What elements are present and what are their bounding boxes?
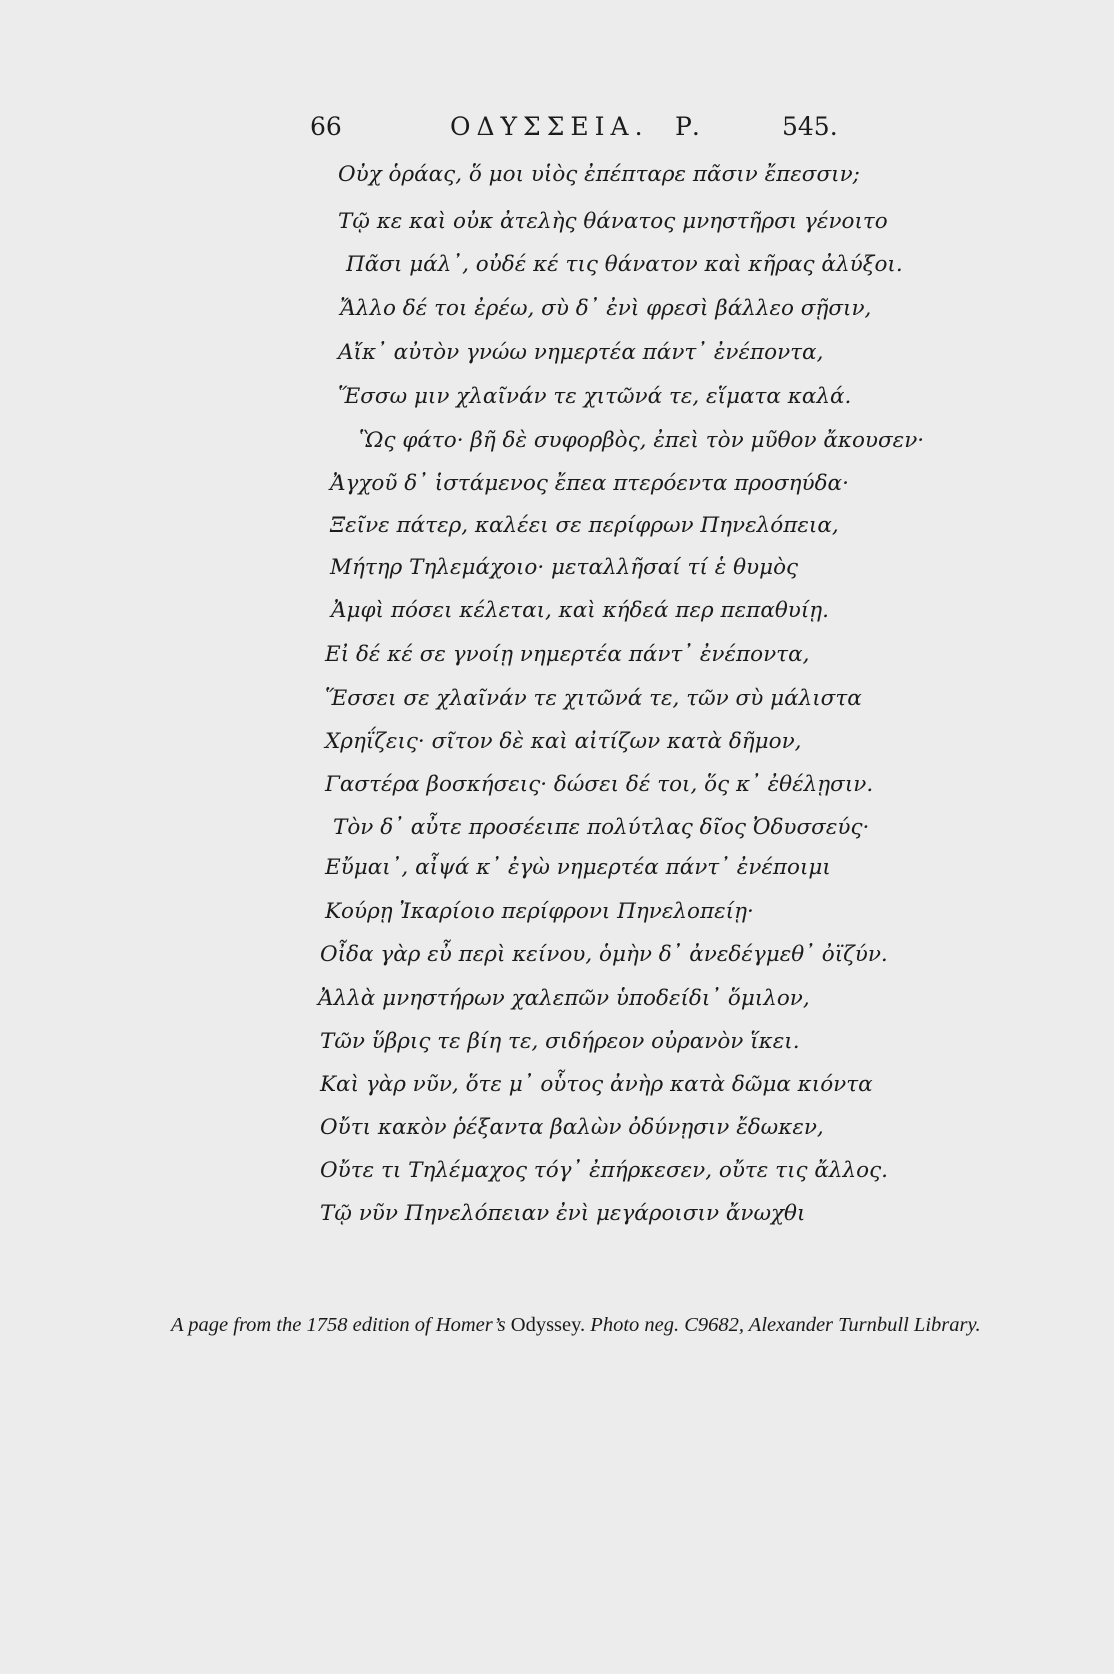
verse-line: Χρηΐζεις· σῖτον δὲ καὶ αἰτίζων κατὰ δῆμον,	[325, 729, 802, 754]
verse-line: Ἕσσει σε χλαῖνάν τε χιτῶνά τε, τῶν σὺ μάλιστα	[325, 686, 862, 711]
verse-line: Ἀλλὰ μνηστήρων χαλεπῶν ὑποδείδι᾽ ὅμιλον,	[318, 986, 810, 1011]
verse-line: Οὔτι κακὸν ῥέξαντα βαλὼν ὀδύνῃσιν ἔδωκεν,	[320, 1115, 824, 1140]
verse-line: Καὶ γὰρ νῦν, ὅτε μ᾽ οὗτος ἀνὴρ κατὰ δῶμα κιόντα	[320, 1072, 873, 1097]
caption-book-title: Odyssey.	[505, 1314, 591, 1336]
running-title: ΟΔΥΣΣΕΙΑ.	[450, 112, 649, 141]
verse-line: Κούρῃ Ἰκαρίοιο περίφρονι Πηνελοπείῃ·	[325, 899, 754, 924]
book-letter: Ρ.	[675, 112, 700, 141]
verse-line: Οὔτε τι Τηλέμαχος τόγ᾽ ἐπήρκεσεν, οὔτε τις ἄλλος.	[320, 1158, 888, 1183]
verse-line: Ἀμφὶ πόσει κέλεται, καὶ κήδεά περ πεπαθυίῃ.	[331, 598, 829, 623]
verse-line: Τῷ κε καὶ οὐκ ἀτελὴς θάνατος μνηστῆρσι γένοιτο	[338, 209, 888, 234]
verse-line: Μήτηρ Τηλεμάχοιο· μεταλλῆσαί τί ἑ θυμὸς	[330, 555, 799, 580]
caption-italic-part: A page from the 1758 edition of Homer’s	[171, 1314, 506, 1336]
verse-line: Εἰ δέ κέ σε γνοίῃ νημερτέα πάντ᾽ ἐνέποντα,	[325, 642, 810, 667]
verse-line: Πᾶσι μάλ᾽, οὐδέ κέ τις θάνατον καὶ κῆρας ἀλύξοι.	[346, 252, 903, 277]
verse-line: Αἴκ᾽ αὐτὸν γνώω νημερτέα πάντ᾽ ἐνέποντα,	[338, 340, 824, 365]
verse-line: Ἕσσω μιν χλαῖνάν τε χιτῶνά τε, εἵματα καλά.	[338, 384, 852, 409]
photo-caption	[171, 1312, 1011, 1338]
verse-line: Γαστέρα βοσκήσεις· δώσει δέ τοι, ὅς κ᾽ ἐθέλῃσιν.	[325, 772, 874, 797]
folio-number: 545.	[782, 112, 838, 141]
verse-line: Οἶδα γὰρ εὖ περὶ κείνου, ὁμὴν δ᾽ ἀνεδέγμεθ᾽ ὀϊζύν.	[320, 942, 888, 967]
verse-line: Ἀγχοῦ δ᾽ ἱστάμενος ἔπεα πτερόεντα προσηύδα·	[330, 471, 849, 496]
verse-line: Ὣς φάτο· βῆ δὲ συφορβὸς, ἐπεὶ τὸν μῦθον ἄκουσεν·	[359, 428, 925, 453]
verse-line: Τῶν ὕβρις τε βίη τε, σιδήρεον οὐρανὸν ἵκει.	[320, 1029, 800, 1054]
verse-line: Ἄλλο δέ τοι ἐρέω, σὺ δ᾽ ἐνὶ φρεσὶ βάλλεο σῇσιν,	[340, 296, 872, 321]
page-number: 66	[310, 112, 342, 141]
verse-line: Οὐχ ὁράας, ὅ μοι υἱὸς ἐπέπταρε πᾶσιν ἔπεσσιν;	[338, 162, 860, 187]
verse-line: Ξεῖνε πάτερ, καλέει σε περίφρων Πηνελόπεια,	[330, 513, 839, 538]
verse-line: Εὔμαι᾽, αἶψά κ᾽ ἐγὼ νημερτέα πάντ᾽ ἐνέποιμι	[325, 855, 831, 880]
verse-line: Τῷ νῦν Πηνελόπειαν ἐνὶ μεγάροισιν ἄνωχθι	[320, 1201, 806, 1226]
verse-line: Τὸν δ᾽ αὖτε προσέειπε πολύτλας δῖος Ὀδυσσεύς·	[333, 815, 870, 840]
caption-credit: Photo neg. C9682, Alexander Turnbull Library.	[590, 1314, 981, 1336]
